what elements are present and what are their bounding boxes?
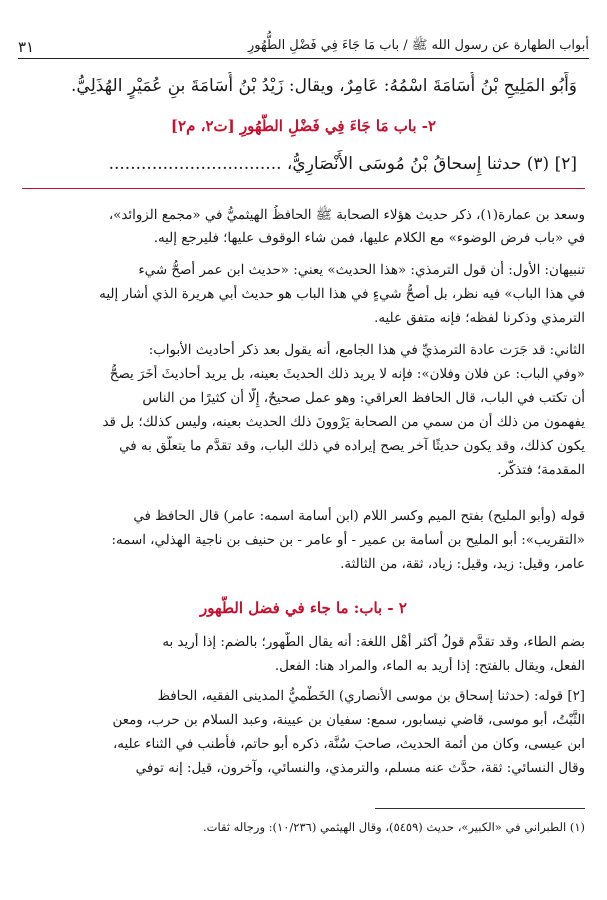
body-line: الثَّبْتُ، أبو موسى، قاضي نيسابور، سمع: سفيان بن عيينة، وعبد السلام بن حرب، ومعن [112,713,585,728]
sub-chapter-title: ٢ - باب: ما جاء في فضل الطُّهور [200,599,407,617]
body-line: يكون كذلك، وقد يكون حديثًا آخر يصح إيراده في ذلك الباب، وقد تقدَّم ما يتعلَّق به في [119,439,585,454]
body-line: تنبيهان: الأول: أن قول الترمذي: «هذا الحديث» يعني: «حديث ابن عمر أصحُّ شيء [138,263,585,278]
body-line: عامر، وقيل: زيد، وقيل: زياد، ثقة، من الثالثة. [340,557,585,572]
body-line: [٢] قوله: (حدثنا إسحاق بن موسى الأنصاري) الخَطْميُّ المدينى الفقيه، الحافظ [157,689,585,704]
body-line: المقدمة؛ فتذكَّر. [497,463,585,478]
body-line: في هذا الباب» فيه نظر، بل أصحُّ شيءٍ في هذا الباب هو حديث أبي هريرة الذي أشار إليه [99,287,585,302]
body-line: الثاني: قد جَرَت عادة الترمذيِّ في هذا الجامع، أنه يقول بعد ذكر أحاديث الأبواب: [148,343,585,358]
footnote-rule [375,808,585,809]
body-line: يفهمون من ذلك أن من سمي من الصحابة يَرْوونَ ذلك الحديث بعينه، وليس كذلك؛ بل قد [102,415,585,430]
running-header-title: أبواب الطهارة عن رسول الله ﷺ / باب مَا جَاءَ فِي فَضْلِ الطُّهُورِ [247,38,589,53]
hadith-line-1: وَأَبُو المَلِيحِ بْنُ أُسَامَةَ اسْمُهُ: عَامِرٌ، ويقال: زَيْدُ بْنُ أُسَامَةَ بنِ عُمَيْرٍ الهُذَلِيُّ. [71,76,577,96]
body-line: الفعل، ويقال بالفتح: إذا أريد به الماء، والمراد هنا: الفعل. [274,659,585,674]
body-line: «التقريب»: أبو المليح بن أسامة بن عمير - أو عامر - بن حنيف بن ناجية الهذلي، اسمه: [111,533,585,548]
page-number: ٣١ [18,38,35,56]
body-line: قوله (وأبو المليح) بفتح الميم وكسر اللام (ابن أسامة اسمه: عامر) قال الحافظ في [133,509,585,524]
hadith-line-2: [٢] (٣) حدثنا إِسحاقُ بْنُ مُوسَى الأَنْصَارِيُّ، ................................ [108,154,577,174]
body-line: وقال النسائي: ثقة، حدَّث عنه مسلم، والترمذي، والنسائي، وآخرون، قيل: إنه توفي [135,761,585,776]
running-header [18,30,589,59]
body-line: «وفي الباب: عن فلان وفلان»: فإنه لا يريد ذلك الحديثَ بعينه، بل يريد أحاديثَ أُخَرَ يصحُّ [109,367,585,382]
body-line: بضم الطاء، وقد تقدَّم قولُ أكثر أَهْل اللغة: أنه يقال الطُّهور؛ بالضم: إذا أريد به [162,635,585,650]
body-line: الترمذي وذكرنا لفظه؛ فإنه متفق عليه. [374,311,585,326]
body-line: أن تكتب في الباب، قال الحافظ العراقي: وهو عمل صحيحٌ، إِلَّا أن كثيرًا من الناس [142,391,585,406]
chapter-title: ٢- باب مَا جَاءَ فِي فَضْلِ الطُّهُورِ [ت٢، م٢] [170,117,437,135]
section-divider [22,188,585,189]
body-line: وسعد بن عمارة(١)، ذكر حديث هؤلاء الصحابة ﷺ الحافظُ الهيثميُّ في «مجمع الزوائد»، [108,208,585,223]
body-line: ابن عيسى، وكان من أئمة الحديث، صاحبَ سُنَّة، ذكره أبو حاتم، فأطنب في الثناء عليه، [112,737,585,752]
footnote: (١) الطبراني في «الكبير»، حديث (٥٤٥٩)، وقال الهيثمي (١٠/٢٣٦): ورجاله ثقات. [202,820,585,834]
body-line: في «باب فرض الوضوء» مع الكلام عليها، فمن شاء الوقوف عليها؛ فليرجع إليه. [153,231,585,246]
